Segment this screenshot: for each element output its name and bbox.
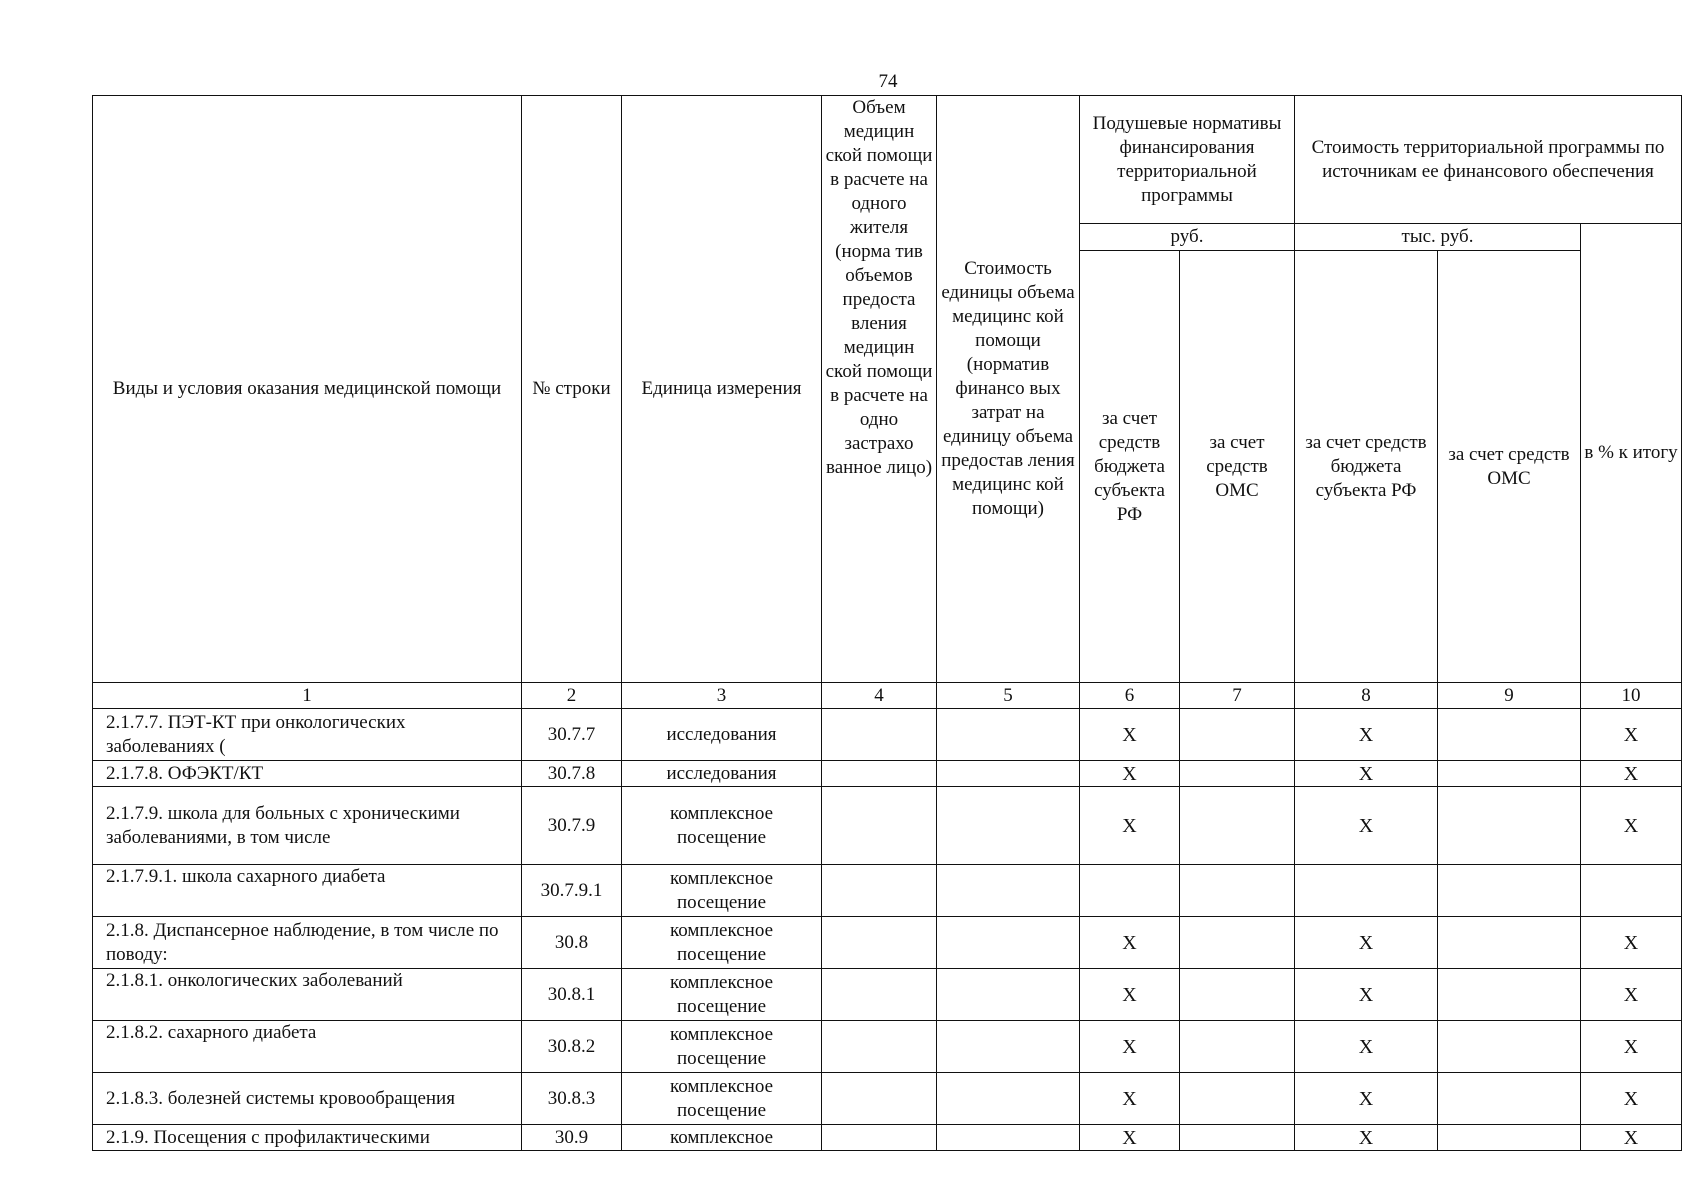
cell-col-8 [1295, 865, 1438, 917]
column-number: 2 [522, 683, 622, 709]
cell-col-10: X [1581, 1073, 1682, 1125]
row-number: 30.8.2 [522, 1021, 622, 1073]
cell-col-4 [822, 761, 937, 787]
row-name: 2.1.9. Посещения с профилактическими [93, 1125, 522, 1151]
row-number: 30.7.7 [522, 709, 622, 761]
cell-col-9 [1438, 969, 1581, 1021]
header-unit: Единица измерения [622, 96, 822, 683]
header-oms-rub: за счет средств ОМС [1180, 251, 1295, 683]
table-row [93, 969, 1682, 1021]
row-number: 30.8.3 [522, 1073, 622, 1125]
table-row [93, 709, 1682, 761]
header-budget-thousand: за счет средств бюджета субъекта РФ [1295, 251, 1438, 683]
cell-col-7 [1180, 787, 1295, 865]
row-number: 30.7.9 [522, 787, 622, 865]
cell-col-5 [937, 917, 1080, 969]
row-name: 2.1.7.9.1. школа сахарного диабета [93, 865, 522, 917]
header-kinds-of-care: Виды и условия оказания медицинской помощи [93, 96, 522, 683]
column-number: 4 [822, 683, 937, 709]
header-volume-norm: Объем медицин ской помощи в расчете на одного жителя (норма тив объемов предоста вления медицин ской помощи в расчете на одно застрахо ванное лицо) [822, 96, 937, 683]
column-number-row [93, 683, 1682, 709]
cell-col-10: X [1581, 1021, 1682, 1073]
cell-col-9 [1438, 1021, 1581, 1073]
cell-col-8: X [1295, 1021, 1438, 1073]
cell-col-6: X [1080, 787, 1180, 865]
cell-col-7 [1180, 709, 1295, 761]
column-number: 6 [1080, 683, 1180, 709]
cell-col-6: X [1080, 1125, 1180, 1151]
cell-col-9 [1438, 1073, 1581, 1125]
cell-col-6: X [1080, 709, 1180, 761]
cell-col-4 [822, 787, 937, 865]
column-number: 8 [1295, 683, 1438, 709]
cell-col-6: X [1080, 761, 1180, 787]
cell-col-8: X [1295, 761, 1438, 787]
table-row [93, 1073, 1682, 1125]
cell-col-4 [822, 1125, 937, 1151]
row-number: 30.7.8 [522, 761, 622, 787]
cell-col-7 [1180, 1073, 1295, 1125]
cell-col-10: X [1581, 787, 1682, 865]
cell-col-5 [937, 761, 1080, 787]
cell-col-10: X [1581, 709, 1682, 761]
header-per-capita-group: Подушевые нормативы финансирования территориальной программы [1080, 96, 1295, 224]
header-unit-rub: руб. [1080, 224, 1295, 251]
cell-col-8: X [1295, 1073, 1438, 1125]
cell-col-9 [1438, 709, 1581, 761]
row-unit: исследования [622, 761, 822, 787]
cell-col-7 [1180, 1021, 1295, 1073]
column-number: 5 [937, 683, 1080, 709]
cell-col-6: X [1080, 1021, 1180, 1073]
cell-col-7 [1180, 1125, 1295, 1151]
header-oms-thousand: за счет средств ОМС [1438, 251, 1581, 683]
cell-col-4 [822, 865, 937, 917]
column-number: 1 [93, 683, 522, 709]
column-number: 3 [622, 683, 822, 709]
table-row [93, 761, 1682, 787]
cell-col-10 [1581, 865, 1682, 917]
header-budget-rub: за счет средств бюджета субъекта РФ [1080, 251, 1180, 683]
table-row [93, 1021, 1682, 1073]
cell-col-8: X [1295, 709, 1438, 761]
cell-col-8: X [1295, 1125, 1438, 1151]
cell-col-6: X [1080, 1073, 1180, 1125]
row-unit: комплексное [622, 1125, 822, 1151]
cell-col-5 [937, 709, 1080, 761]
cell-col-4 [822, 969, 937, 1021]
header-unit-cost: Стоимость единицы объема медицинс кой помощи (норматив финансо вых затрат на единицу объема предостав ления медицинс кой помощи) [937, 96, 1080, 683]
table-body [93, 709, 1682, 1151]
cell-col-7 [1180, 969, 1295, 1021]
header-program-cost-group: Стоимость территориальной программы по источникам ее финансового обеспечения [1295, 96, 1682, 224]
row-name: 2.1.8. Диспансерное наблюдение, в том числе по поводу: [93, 917, 522, 969]
row-name: 2.1.8.3. болезней системы кровообращения [93, 1073, 522, 1125]
row-number: 30.8 [522, 917, 622, 969]
cell-col-9 [1438, 761, 1581, 787]
row-name: 2.1.8.2. сахарного диабета [93, 1021, 522, 1073]
cell-col-9 [1438, 787, 1581, 865]
row-unit: комплексное посещение [622, 969, 822, 1021]
cell-col-7 [1180, 917, 1295, 969]
cell-col-10: X [1581, 969, 1682, 1021]
row-unit: комплексное посещение [622, 1073, 822, 1125]
row-number: 30.7.9.1 [522, 865, 622, 917]
row-number: 30.8.1 [522, 969, 622, 1021]
column-number: 10 [1581, 683, 1682, 709]
table-row [93, 865, 1682, 917]
cell-col-4 [822, 1021, 937, 1073]
cell-col-7 [1180, 761, 1295, 787]
cell-col-8: X [1295, 787, 1438, 865]
cell-col-6 [1080, 865, 1180, 917]
row-name: 2.1.7.9. школа для больных с хроническими заболеваниями, в том числе [93, 787, 522, 865]
cell-col-4 [822, 1073, 937, 1125]
table-row [93, 1125, 1682, 1151]
header-row-number: № строки [522, 96, 622, 683]
cell-col-5 [937, 865, 1080, 917]
cell-col-6: X [1080, 917, 1180, 969]
financing-table [92, 95, 1682, 1151]
cell-col-5 [937, 1021, 1080, 1073]
header-percent-of-total: в % к итогу [1581, 224, 1682, 683]
cell-col-6: X [1080, 969, 1180, 1021]
cell-col-10: X [1581, 917, 1682, 969]
cell-col-10: X [1581, 761, 1682, 787]
row-unit: комплексное посещение [622, 865, 822, 917]
cell-col-8: X [1295, 969, 1438, 1021]
table-header [93, 96, 1682, 683]
row-name: 2.1.7.7. ПЭТ-КТ при онкологических заболеваниях ( [93, 709, 522, 761]
row-name: 2.1.8.1. онкологических заболеваний [93, 969, 522, 1021]
table-row [93, 917, 1682, 969]
cell-col-9 [1438, 1125, 1581, 1151]
cell-col-5 [937, 969, 1080, 1021]
row-unit: комплексное посещение [622, 917, 822, 969]
row-number: 30.9 [522, 1125, 622, 1151]
cell-col-10: X [1581, 1125, 1682, 1151]
cell-col-4 [822, 709, 937, 761]
cell-col-7 [1180, 865, 1295, 917]
cell-col-5 [937, 1073, 1080, 1125]
cell-col-9 [1438, 917, 1581, 969]
column-number: 7 [1180, 683, 1295, 709]
column-number: 9 [1438, 683, 1581, 709]
row-unit: комплексное посещение [622, 1021, 822, 1073]
cell-col-5 [937, 787, 1080, 865]
page-number: 74 [878, 71, 898, 92]
row-name: 2.1.7.8. ОФЭКТ/КТ [93, 761, 522, 787]
row-unit: исследования [622, 709, 822, 761]
cell-col-9 [1438, 865, 1581, 917]
cell-col-4 [822, 917, 937, 969]
row-unit: комплексное посещение [622, 787, 822, 865]
header-unit-thousand-rub: тыс. руб. [1295, 224, 1581, 251]
cell-col-5 [937, 1125, 1080, 1151]
cell-col-8: X [1295, 917, 1438, 969]
table-row [93, 787, 1682, 865]
